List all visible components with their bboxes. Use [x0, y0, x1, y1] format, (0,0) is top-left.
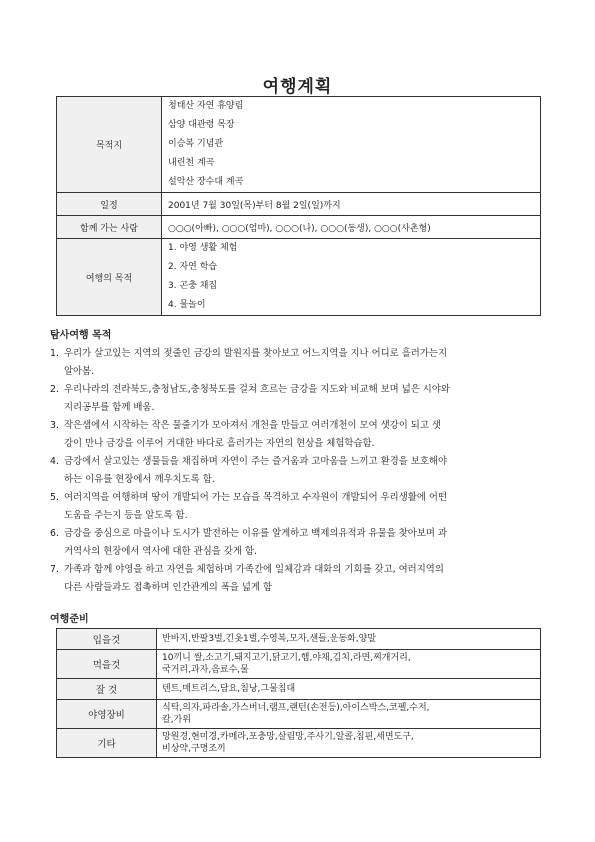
destination-row [57, 97, 541, 193]
destination-value [162, 97, 541, 193]
item-line: 작은샘에서 시작하는 작은 물줄기가 모아져서 개천을 만들고 여러개천이 모여 샛강이 되고 샛 [64, 420, 441, 431]
item-line: 강이 만나 금강을 이루어 거대한 바다로 흘러가는 자연의 현상을 체험학습함. [64, 438, 375, 449]
goal-line: 3. 곤충 채집 [168, 281, 218, 291]
document-title: 여행계획 [262, 77, 333, 97]
goal-line: 2. 자연 학습 [168, 262, 218, 272]
item-line: 여러지역을 여행하며 땅이 개발되어 가는 모습을 목격하고 수자원이 개발되어 우리생활에 어떤 [64, 492, 447, 503]
item-line: 다른 사람들과도 접촉하며 인간관계의 폭을 넓게 함 [64, 582, 273, 593]
goals-row [57, 239, 541, 316]
item-line: 가족과 함께 야영을 하고 자연을 체험하며 가족간에 일체감과 대화의 기회를 갖고, 여러지역의 [64, 564, 444, 575]
prep-value [157, 650, 541, 679]
item-line: 지리공부를 함께 배움. [64, 402, 155, 413]
prep-row [57, 679, 541, 700]
purpose-item [50, 417, 547, 453]
item-number: 3. [50, 420, 59, 431]
item-line: 거역사의 현장에서 역사에 대한 관심을 갖게 함. [64, 546, 257, 557]
destination-line: 이승복 기념관 [168, 139, 224, 149]
prep-row [57, 650, 541, 679]
prep-line: 국거리,과자,음료수,물 [162, 665, 249, 675]
prep-label: 먹을것 [57, 650, 157, 679]
prep-value [157, 629, 541, 650]
item-number: 6. [50, 528, 59, 539]
plan-table [56, 96, 541, 316]
purpose-item [50, 345, 547, 381]
prep-row [57, 629, 541, 650]
item-number: 2. [50, 384, 59, 395]
item-number: 1. [50, 348, 59, 359]
purpose-list [50, 345, 547, 597]
item-number: 4. [50, 456, 59, 467]
item-number: 5. [50, 492, 59, 503]
prep-line: 망원경,현미경,카메라,포충망,살림망,주사기,알콜,침핀,세면도구, [162, 732, 414, 742]
goal-line: 1. 야영 생활 체험 [168, 243, 238, 253]
prep-line: 칼,가위 [162, 715, 191, 725]
prep-label: 기타 [57, 729, 157, 758]
goal-line: 4. 물놀이 [168, 300, 206, 310]
purpose-item [50, 489, 547, 525]
item-line: 도움을 주는지 등을 알도록 함. [64, 510, 188, 521]
companions-row [57, 216, 541, 239]
prep-line: 식탁,의자,파라솔,가스버너,램프,랜턴(손전등),아이스박스,코펠,수저, [162, 703, 430, 713]
purpose-item [50, 453, 547, 489]
prep-row [57, 729, 541, 758]
destination-line: 삼양 대관령 목장 [168, 120, 235, 130]
purpose-section-title: 탐사여행 목적 [50, 330, 112, 341]
prep-value [157, 700, 541, 729]
prep-label: 야영장비 [57, 700, 157, 729]
companions-value: ○○○(아빠), ○○○(엄마), ○○○(나), ○○○(동생), ○○○(사촌형) [162, 216, 541, 239]
item-number: 7. [50, 564, 59, 575]
schedule-value: 2001년 7월 30일(목)부터 8월 2일(일)까지 [162, 193, 541, 216]
item-line: 우리나라의 전라북도,충청남도,충청북도를 걸쳐 흐르는 금강을 지도와 비교해 보며 넓은 시야와 [64, 384, 450, 395]
prep-value [157, 729, 541, 758]
companions-label: 함께 가는 사람 [57, 216, 162, 239]
prep-section-title: 여행준비 [50, 614, 89, 625]
prep-label: 잘 것 [57, 679, 157, 700]
schedule-label: 일정 [57, 193, 162, 216]
destination-label: 목적지 [57, 97, 162, 193]
item-line: 금강에서 살고있는 생물들을 채집하며 자연이 주는 즐거움과 고마움을 느끼고 환경을 보호해야 [64, 456, 447, 467]
destination-line: 설악산 장수대 계곡 [168, 177, 244, 187]
prep-table [56, 628, 541, 758]
item-line: 우리가 살고있는 지역의 젖줄인 금강의 발원지를 찾아보고 어느지역을 지나 어디로 흘러가는지 [64, 348, 447, 359]
prep-label: 입을것 [57, 629, 157, 650]
purpose-item [50, 525, 547, 561]
prep-line: 비상약,구명조끼 [162, 744, 226, 754]
item-line: 금강을 중심으로 마을이나 도시가 발전하는 이유를 알게하고 백제의유적과 유물을 찾아보며 과 [64, 528, 447, 539]
purpose-item [50, 561, 547, 597]
purpose-item [50, 381, 547, 417]
item-line: 알아봄. [64, 366, 95, 377]
destination-line: 청태산 자연 휴양림 [168, 101, 244, 111]
goals-label: 여행의 목적 [57, 239, 162, 316]
prep-row [57, 700, 541, 729]
destination-line: 내린천 계곡 [168, 158, 215, 168]
prep-line: 반바지,반팔3벌,긴옷1벌,수영복,모자,샌들,운동화,양말 [162, 634, 377, 644]
prep-value [157, 679, 541, 700]
item-line: 하는 이유를 현장에서 깨우치도록 함. [64, 474, 215, 485]
prep-line: 텐트,매트리스,담요,침낭,그물침대 [162, 684, 296, 694]
prep-line: 10끼니 쌀,소고기,돼지고기,닭고기,햄,야채,김치,라면,찌개거리, [162, 653, 411, 663]
schedule-row [57, 193, 541, 216]
goals-value [162, 239, 541, 316]
